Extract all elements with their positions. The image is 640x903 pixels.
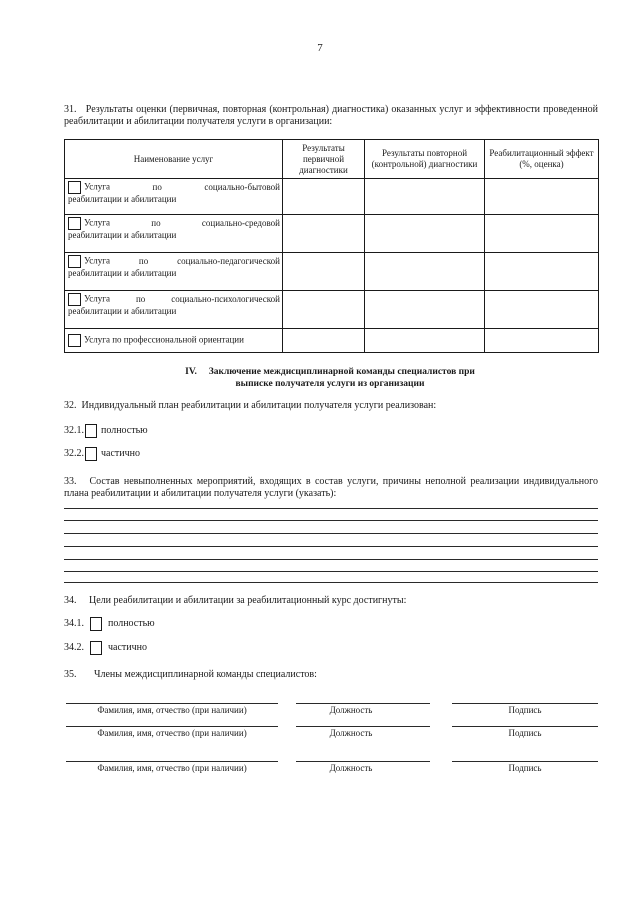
- section-4-title-line1: Заключение междисциплинарной команды специалистов при: [208, 367, 475, 377]
- table-row: [65, 253, 599, 291]
- effect-cell[interactable]: [485, 329, 599, 353]
- item-34-2-row: [64, 641, 147, 655]
- item-34-2-num: 34.2.: [64, 642, 84, 653]
- partially-checkbox[interactable]: [85, 447, 97, 461]
- fio-label: Фамилия, имя, отчество (при наличии): [97, 705, 247, 715]
- section-4-num: IV.: [185, 367, 197, 377]
- answer-line[interactable]: [64, 508, 598, 509]
- item-32-text: [64, 400, 598, 412]
- service-checkbox[interactable]: [68, 255, 81, 268]
- item-35-num: 35.: [64, 669, 77, 680]
- service-word: социально-бытовой: [204, 182, 280, 192]
- position-line[interactable]: [296, 726, 430, 727]
- item-34-2-label: частично: [108, 642, 148, 653]
- service-checkbox[interactable]: [68, 217, 81, 230]
- item-34-1-num: 34.1.: [64, 618, 84, 629]
- fio-line[interactable]: [66, 703, 278, 704]
- answer-line[interactable]: [64, 571, 598, 572]
- header-rehab-effect: Реабилитационный эффект (%, оценка): [485, 140, 599, 179]
- item-32-2-num: 32.2.: [64, 448, 84, 459]
- fio-label: Фамилия, имя, отчество (при наличии): [97, 763, 247, 773]
- service-word: по: [151, 218, 161, 228]
- table-row: [65, 215, 599, 253]
- item-32-1-num: 32.1.: [64, 425, 84, 436]
- item-34-num: 34.: [64, 595, 77, 606]
- service-name-line2: реабилитации и абилитации: [68, 306, 177, 316]
- table-header-row: [65, 140, 599, 179]
- item-32-1-row: [64, 424, 148, 438]
- service-word: социально-психологической: [171, 294, 280, 304]
- service-checkbox[interactable]: [68, 293, 81, 306]
- service-word: по: [135, 294, 146, 304]
- position-line[interactable]: [296, 761, 430, 762]
- service-name-cell: [65, 291, 283, 329]
- page-number: 7: [317, 42, 323, 54]
- effect-cell[interactable]: [485, 253, 599, 291]
- item-31-body: Результаты оценки (первичная, повторная (контрольная) диагностика) оказанных услуг и эффективности проведенной реабилитации и абилитации получателя услуги в организации:: [64, 104, 599, 127]
- effect-cell[interactable]: [485, 179, 599, 215]
- item-33-num: 33.: [64, 476, 77, 487]
- fio-line[interactable]: [66, 726, 278, 727]
- item-34-1-label: полностью: [108, 618, 155, 629]
- item-34-text: [64, 595, 598, 607]
- item-35-body: Члены междисциплинарной команды специалистов:: [94, 669, 317, 680]
- service-word: Услуга по профессиональной ориентации: [84, 334, 244, 345]
- item-32-num: 32.: [64, 400, 77, 411]
- item-32-2-row: [64, 447, 140, 461]
- item-35-text: [64, 669, 598, 681]
- primary-result-cell[interactable]: [283, 215, 365, 253]
- section-4-heading: [140, 366, 520, 390]
- repeat-result-cell[interactable]: [365, 179, 485, 215]
- service-word: Услуга: [84, 293, 110, 304]
- position-line[interactable]: [296, 703, 430, 704]
- item-34-1-row: [64, 617, 155, 631]
- item-33-text: [64, 476, 598, 500]
- signature-label: Подпись: [508, 705, 542, 715]
- answer-line[interactable]: [64, 582, 598, 583]
- fully-checkbox[interactable]: [85, 424, 97, 438]
- primary-result-cell[interactable]: [283, 291, 365, 329]
- service-word: по: [138, 256, 149, 266]
- item-32-2-label: частично: [101, 448, 141, 459]
- header-primary-diagnostics: Результаты первичной диагностики: [283, 140, 365, 179]
- position-label: Должность: [329, 705, 373, 715]
- service-name-cell: [65, 253, 283, 291]
- primary-result-cell[interactable]: [283, 329, 365, 353]
- effect-cell[interactable]: [485, 215, 599, 253]
- service-word: Услуга: [84, 217, 110, 228]
- repeat-result-cell[interactable]: [365, 329, 485, 353]
- service-word: социально-средовой: [201, 218, 280, 228]
- answer-line[interactable]: [64, 533, 598, 534]
- position-label: Должность: [329, 763, 373, 773]
- service-word: Услуга: [84, 181, 110, 192]
- item-32-body: Индивидуальный план реабилитации и абилитации получателя услуги реализован:: [81, 400, 437, 411]
- service-name-line2: реабилитации и абилитации: [68, 230, 177, 240]
- service-name-cell: [65, 215, 283, 253]
- goals-partially-checkbox[interactable]: [90, 641, 102, 655]
- fio-label: Фамилия, имя, отчество (при наличии): [97, 728, 247, 738]
- item-31-text: [64, 104, 598, 128]
- answer-line[interactable]: [64, 520, 598, 521]
- service-word: Услуга: [84, 255, 110, 266]
- service-name-cell: [65, 329, 283, 353]
- signature-label: Подпись: [508, 763, 542, 773]
- item-34-body: Цели реабилитации и абилитации за реабилитационный курс достигнуты:: [89, 595, 407, 606]
- service-name-line2: реабилитации и абилитации: [68, 268, 177, 278]
- repeat-result-cell[interactable]: [365, 291, 485, 329]
- services-table: [64, 139, 599, 353]
- section-4-title-line2: выписке получателя услуги из организации: [235, 379, 425, 389]
- position-label: Должность: [329, 728, 373, 738]
- service-word: социально-педагогической: [177, 256, 280, 266]
- table-row: [65, 291, 599, 329]
- answer-line[interactable]: [64, 546, 598, 547]
- item-33-body: Состав невыполненных мероприятий, входящих в состав услуги, причины неполной реализации индивидуального плана реабилитации и абилитации получателя услуги (указать):: [64, 476, 598, 499]
- header-repeat-diagnostics: Результаты повторной (контрольной) диагностики: [365, 140, 485, 179]
- service-word: по: [152, 182, 162, 192]
- table-row: [65, 329, 599, 353]
- repeat-result-cell[interactable]: [365, 215, 485, 253]
- service-name-cell: [65, 179, 283, 215]
- service-name-line2: реабилитации и абилитации: [68, 194, 177, 204]
- fio-line[interactable]: [66, 761, 278, 762]
- primary-result-cell[interactable]: [283, 179, 365, 215]
- signature-line[interactable]: [452, 761, 598, 762]
- header-service-name: Наименование услуг: [65, 140, 283, 179]
- item-31-num: 31.: [64, 104, 77, 115]
- goals-fully-checkbox[interactable]: [90, 617, 102, 631]
- signature-line[interactable]: [452, 726, 598, 727]
- signature-line[interactable]: [452, 703, 598, 704]
- repeat-result-cell[interactable]: [365, 253, 485, 291]
- primary-result-cell[interactable]: [283, 253, 365, 291]
- service-checkbox[interactable]: [68, 334, 81, 347]
- item-32-1-label: полностью: [101, 425, 148, 436]
- service-checkbox[interactable]: [68, 181, 81, 194]
- table-row: [65, 179, 599, 215]
- answer-line[interactable]: [64, 559, 598, 560]
- signature-label: Подпись: [508, 728, 542, 738]
- effect-cell[interactable]: [485, 291, 599, 329]
